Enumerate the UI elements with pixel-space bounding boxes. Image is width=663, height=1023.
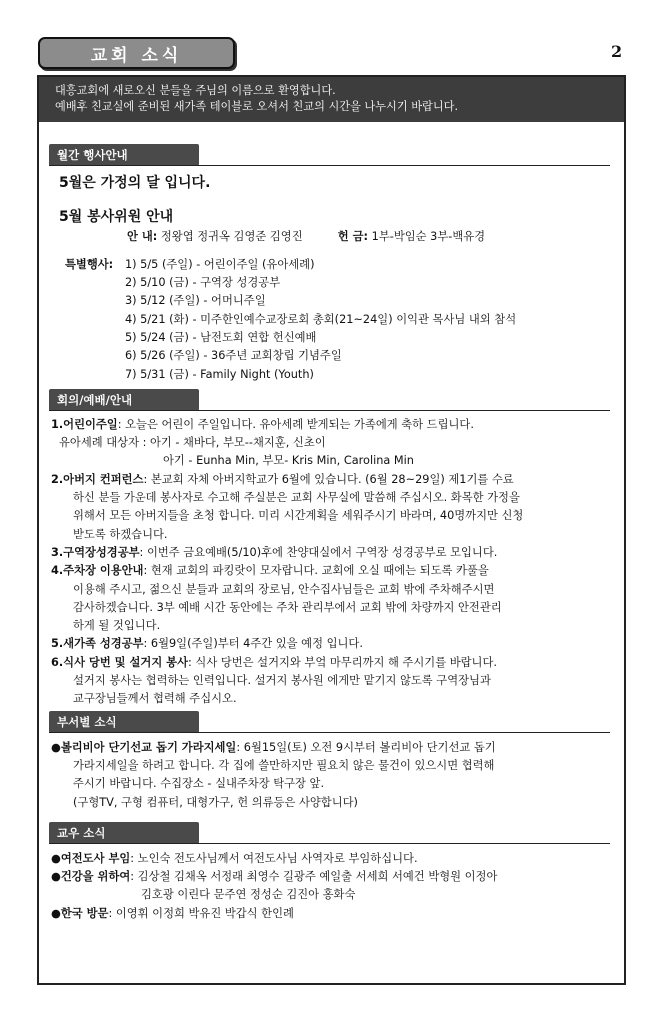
meeting-item-title: 1.어린이주일 [51,417,118,431]
meetings-section-tab: 회의/예배/안내 [49,389,199,411]
welcome-banner [39,77,624,122]
meeting-item-text: 교구장님들께서 협력해 주십시오. [73,692,237,706]
meeting-item-cell-leaders [51,544,612,562]
special-events [39,256,624,384]
offering-names: 1부-박임순 3부-백유경 [371,229,486,243]
meeting-item-text: : 식사 당번은 설거지와 부엌 마무리까지 해 주시기를 바랍니다. [188,655,497,669]
event-item: 7) 5/31 (금) - Family Night (Youth) [125,367,314,381]
page-number: 2 [611,42,623,61]
member-item-health [51,868,612,905]
members-section [39,850,624,923]
meeting-item-text: : 현재 교회의 파킹랏이 모자랍니다. 교회에 오실 때에는 되도록 카풀을 [143,564,489,578]
department-item-title: ●볼리비아 단기선교 돕기 가라지세일 [51,740,237,754]
usher-names: 정왕엽 정귀옥 김영준 김영진 [160,229,303,243]
event-item: 3) 5/12 (주일) - 어머니주일 [125,294,266,308]
meeting-item-text: 아기 - Eunha Min, 부모- Kris Min, Carolina Min [163,454,414,468]
monthly-section-header [49,144,624,166]
volunteers-title: 5월 봉사위원 안내 [59,209,174,226]
event-item: 1) 5/5 (주일) - 어린이주일 (유아세례) [125,257,315,271]
member-item-title: ●건강을 위하여 [51,870,131,884]
monthly-section-tab: 월간 행사안내 [49,144,199,166]
member-item-text: : 김상철 김채옥 서정래 최영수 길광주 예일출 서세희 서예건 박형원 이정아 [130,870,498,884]
meeting-item-text: : 오늘은 어린이 주일입니다. 유아세례 받게되는 가족에게 축하 드립니다. [117,417,474,431]
members-section-tab: 교우 소식 [49,822,199,844]
event-item: 5) 5/24 (금) - 남전도회 연합 헌신예배 [125,331,317,345]
meeting-item-title: 5.새가족 성경공부 [51,637,144,651]
events-list [125,256,516,384]
member-item-text: : 노인숙 전도사님께서 여전도사님 사역자로 부임하십니다. [130,851,418,865]
departments-section-header [49,711,624,733]
meeting-item-title: 6.식사 당번 및 설거지 봉사 [51,655,189,669]
monthly-section [39,174,624,384]
member-item-text: 김호광 이린다 문주연 정성순 김진아 홍화숙 [141,888,356,902]
bulletin-frame [37,75,626,985]
meeting-item-fathers-conference [51,471,612,544]
department-item-text: 가라지세일을 하려고 합니다. 각 집에 쓸만하지만 필요치 않은 물건이 있으시면 협력해 [73,758,495,772]
meeting-item-text: 받도록 하겠습니다. [73,527,168,541]
events-label: 특별행사: [65,257,114,271]
meeting-item-title: 2.아버지 컨퍼런스 [51,472,144,486]
meeting-item-new-family [51,635,612,653]
members-section-header [49,822,624,844]
event-item: 6) 5/26 (주일) - 36주년 교회창립 기념주일 [125,349,342,363]
meeting-item-text: : 본교회 자체 아버지학교가 6월에 있습니다. (6월 28~29일) 제1기를 수료 [143,472,514,486]
volunteers-row [39,228,624,246]
departments-section-tab: 부서별 소식 [49,711,199,733]
department-item-text: (구형TV, 구형 컴퓨터, 대형가구, 헌 의류등은 사양합니다) [73,795,358,809]
meeting-item-text: 하게 될 것입니다. [73,619,161,633]
meeting-item-text: 이용해 주시고, 젊으신 분들과 교회의 장로님, 안수집사님들은 교회 밖에 주차해주시면 [73,582,495,596]
member-item-title: ●한국 방문 [51,906,109,920]
event-item: 2) 5/10 (금) - 구역장 성경공부 [125,276,281,290]
meeting-item-parking [51,562,612,635]
meeting-item-text: 위해서 모든 아버지들을 초청 합니다. 미리 시간계획을 세워주시기 바라며, 40명까지만 신청 [73,509,524,523]
section-divider [49,165,610,166]
month-theme: 5월은 가정의 달 입니다. [59,175,211,191]
event-item: 4) 5/21 (화) - 미주한인예수교장로회 총회(21~24일) 이익관 목사님 내외 참석 [125,312,517,326]
department-item-text: : 6월15일(토) 오전 9시부터 볼리비아 단기선교 돕기 [236,740,496,754]
usher-label: 안 내: [127,229,158,243]
member-item-new-pastor [51,850,612,868]
member-item-title: ●여전도사 부임 [51,851,131,865]
meeting-item-text: : 이번주 금요예배(5/10)후에 찬양대실에서 구역장 성경공부로 모입니다. [139,545,498,559]
section-divider [49,732,610,733]
section-divider [49,843,610,844]
section-divider [49,410,610,411]
meeting-item-text: : 6월9일(주일)부터 4주간 있을 예정 입니다. [143,637,363,651]
meeting-item-text: 유아세례 대상자 : 아기 - 채바다, 부모--채지훈, 신초이 [59,436,326,450]
meeting-item-meal-duty [51,654,612,709]
meeting-item-text: 감사하겠습니다. 3부 예배 시간 동안에는 주차 관리부에서 교회 밖에 차량까지 안전관리 [73,600,502,614]
meeting-item-text: 설거지 봉사는 협력하는 인력입니다. 설거지 봉사원 에게만 맡기지 않도록 구역장님과 [73,674,491,688]
meeting-item-children-day [51,416,612,471]
meetings-section-header [49,389,624,411]
meetings-section [39,416,624,709]
member-item-text: : 이영휘 이정희 박유진 박갑식 한인례 [108,906,294,920]
member-item-korea-visit [51,905,612,923]
meeting-item-title: 3.구역장성경공부 [51,545,140,559]
offering-label: 헌 금: [337,229,369,243]
meeting-item-title: 4.주차장 이용안내 [51,564,144,578]
departments-section [39,739,624,812]
welcome-line-1: 대흥교회에 새로오신 분들을 주님의 이름으로 환영합니다. [55,84,336,97]
welcome-line-2: 예배후 친교실에 준비된 새가족 테이블로 오셔서 친교의 시간을 나누시기 바랍니다. [55,100,459,113]
meeting-item-text: 하신 분들 가운데 봉사자로 수고해 주실분은 교회 사무실에 말씀해 주십시오. 화목한 가정을 [73,491,520,505]
department-item-text: 주시기 바랍니다. 수집장소 - 실내주차장 탁구장 앞. [73,777,325,791]
page-title: 교회 소식 [38,37,235,69]
